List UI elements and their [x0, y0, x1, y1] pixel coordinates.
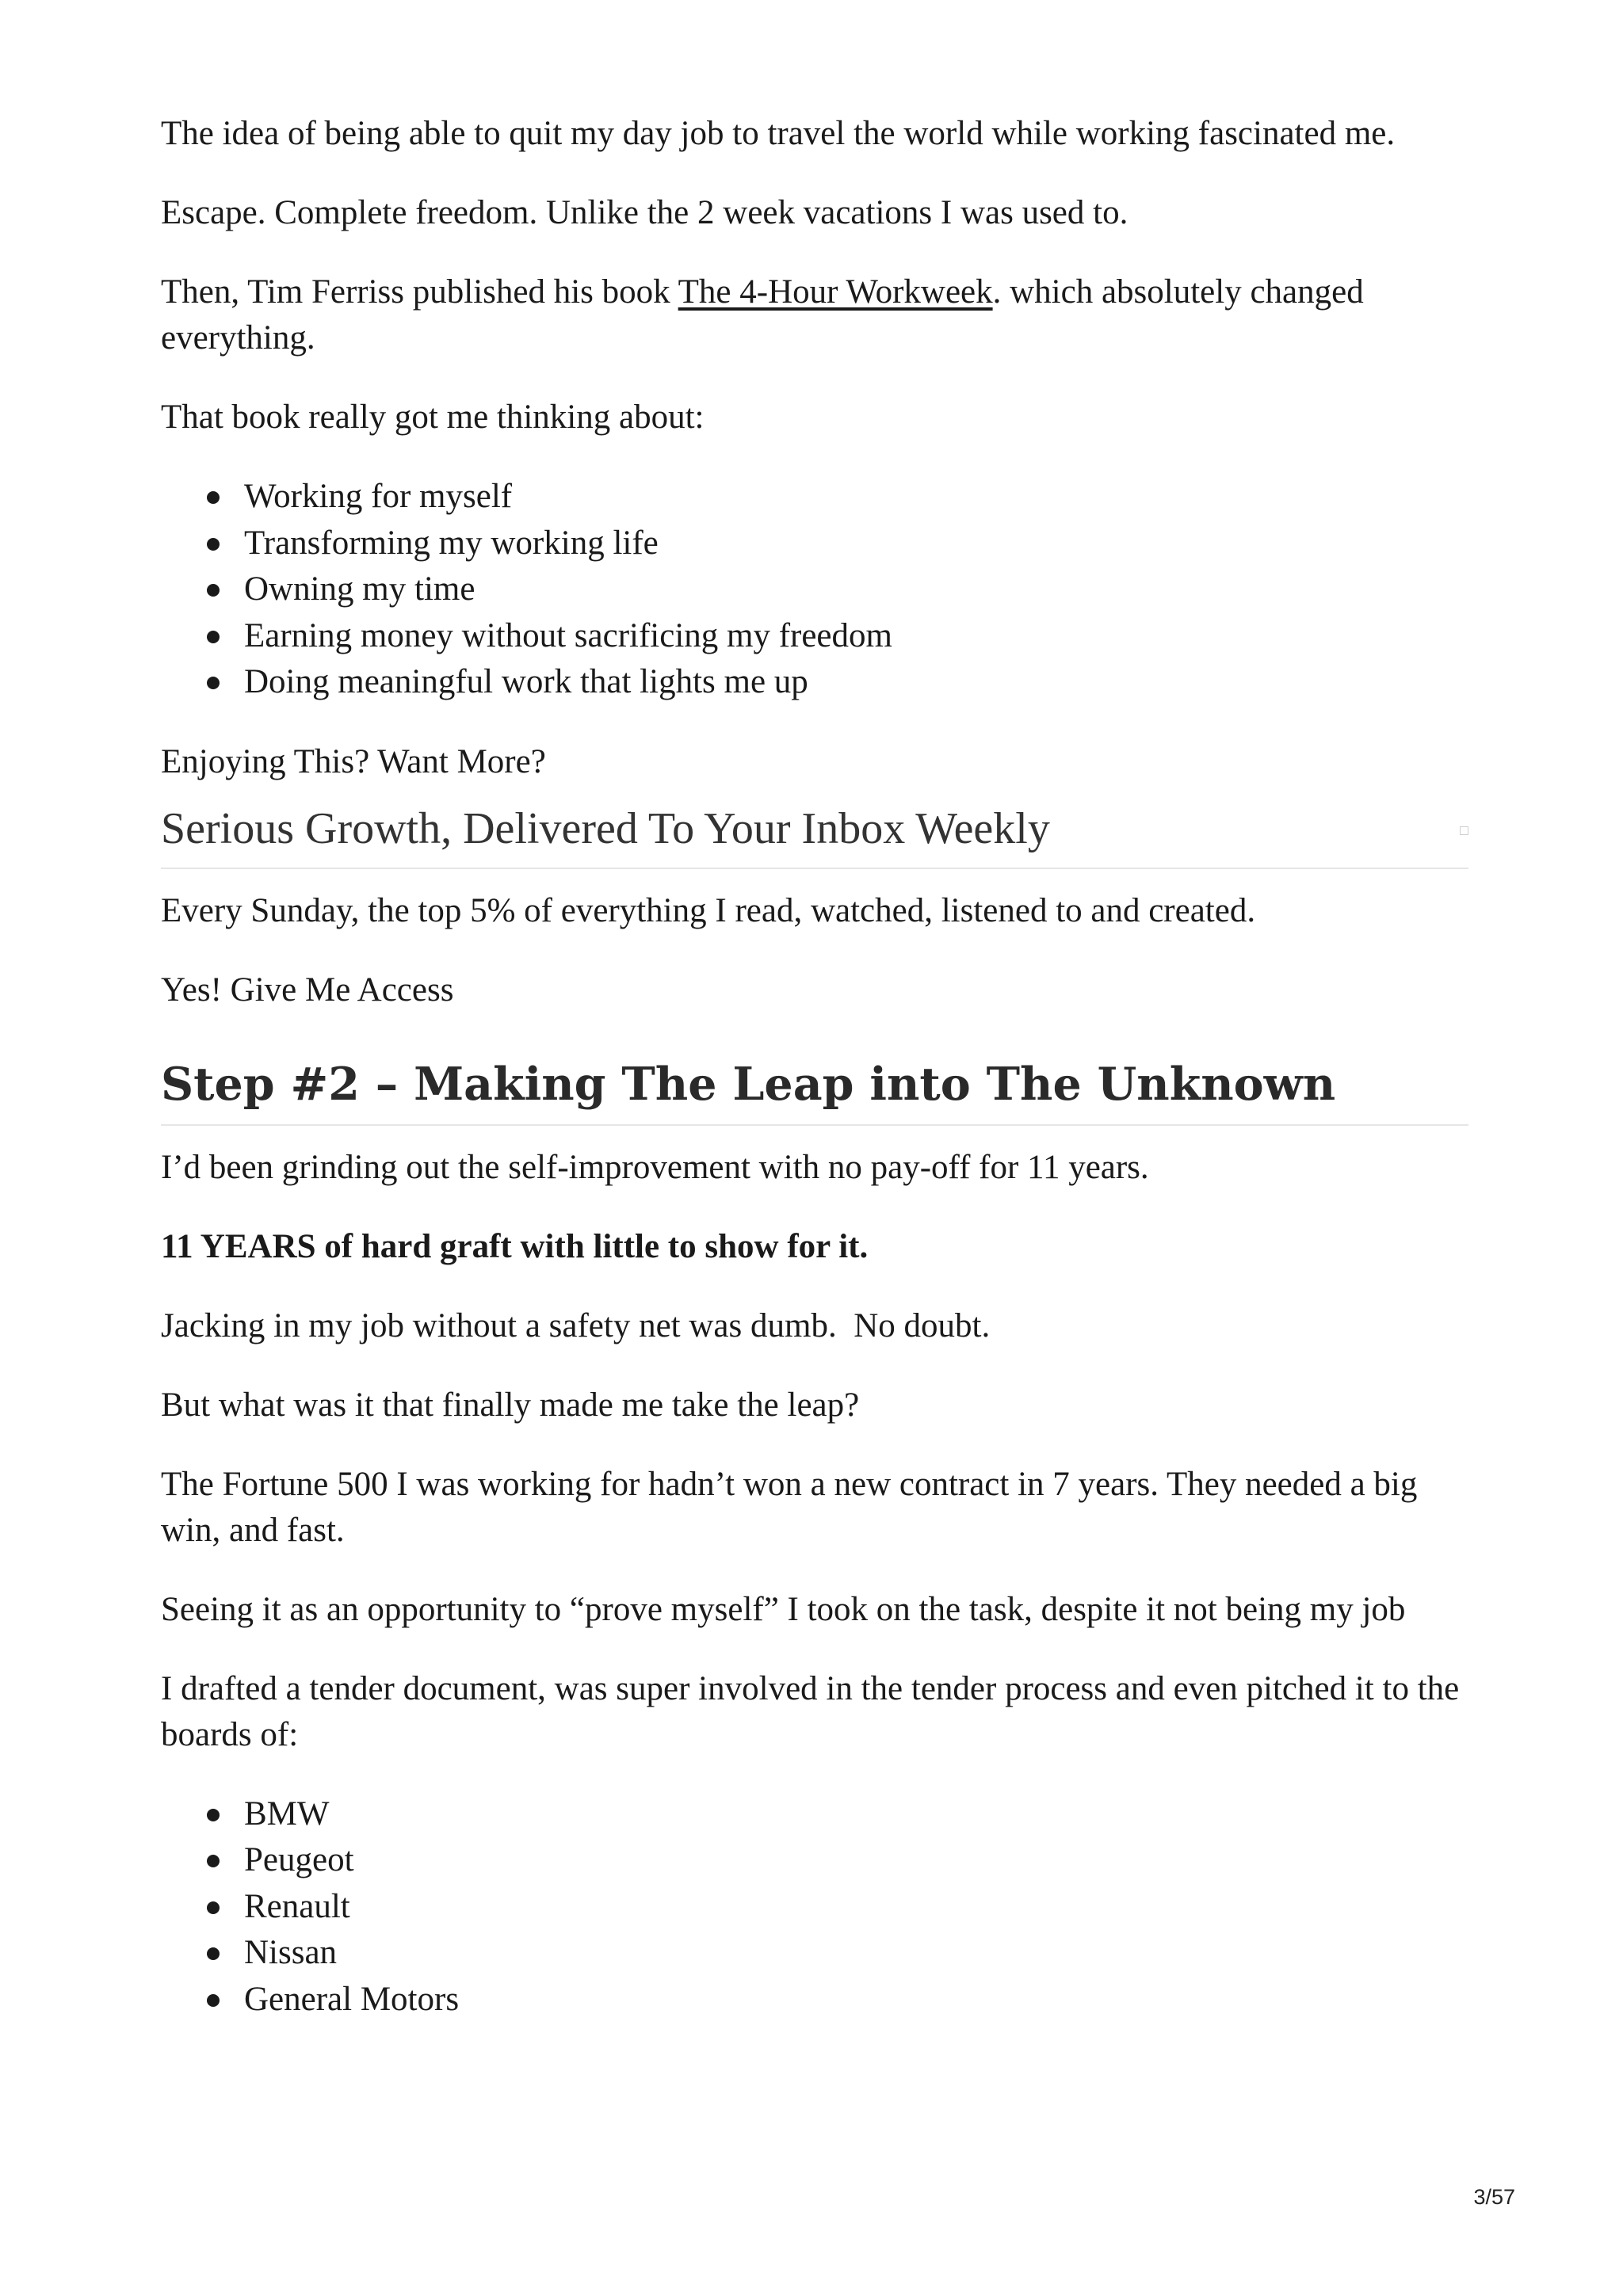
step2-paragraph-7: I drafted a tender document, was super involved in the tender process and even pitched it to the boards of: [161, 1669, 1460, 1753]
give-me-access-link[interactable]: Yes! Give Me Access [161, 971, 454, 1009]
optin-description: Every Sunday, the top 5% of everything I read, watched, listened to and created. [161, 891, 1256, 929]
newsletter-optin [161, 739, 1468, 1013]
intro-paragraph-2: Escape. Complete freedom. Unlike the 2 week vacations I was used to. [161, 194, 1128, 231]
list-item: Working for myself [244, 474, 1468, 521]
intro-paragraph-4: That book really got me thinking about: [161, 399, 705, 436]
list-item: Doing meaningful work that lights me up [244, 659, 1468, 706]
intro-paragraph-3-after: . which absolutely changed everything. [161, 273, 1364, 357]
intro-list [161, 474, 1468, 706]
four-hour-workweek-link[interactable]: The 4-Hour Workweek [678, 273, 993, 311]
list-item: Nissan [244, 1930, 1468, 1977]
list-item: Renault [244, 1884, 1468, 1931]
intro-paragraph-3 [161, 269, 1468, 361]
list-item: BMW [244, 1791, 1468, 1838]
step2-paragraph-6: Seeing it as an opportunity to “prove myself” I took on the task, despite it not being my job [161, 1590, 1406, 1628]
optin-title: Serious Growth, Delivered To Your Inbox Weekly [161, 801, 1468, 869]
step2-paragraph-5: The Fortune 500 I was working for hadn’t won a new contract in 7 years. They needed a big win, and fast. [161, 1465, 1418, 1549]
list-item: Transforming my working life [244, 521, 1468, 567]
intro-paragraph-3-before: Then, Tim Ferriss published his book [161, 273, 678, 311]
boards-list [161, 1791, 1468, 2023]
step-2-heading: Step #2 – Making The Leap into The Unknown [161, 1055, 1468, 1126]
list-item: Peugeot [244, 1837, 1468, 1884]
optin-kicker: Enjoying This? Want More? [161, 742, 546, 780]
article-body [161, 111, 1468, 2056]
close-marker-icon [1460, 826, 1468, 835]
step2-paragraph-4: But what was it that finally made me take the leap? [161, 1386, 860, 1424]
list-item: General Motors [244, 1977, 1468, 2023]
list-item: Earning money without sacrificing my freedom [244, 613, 1468, 660]
page-number: 3/57 [1473, 2185, 1515, 2209]
intro-paragraph-1: The idea of being able to quit my day job to travel the world while working fascinated me. [161, 115, 1396, 152]
step2-paragraph-1: I’d been grinding out the self-improvement with no pay-off for 11 years. [161, 1148, 1149, 1186]
step2-paragraph-3: Jacking in my job without a safety net was dumb. No doubt. [161, 1306, 991, 1344]
optin-cta-wrapper [161, 967, 1468, 1013]
list-item: Owning my time [244, 566, 1468, 613]
step2-bold-paragraph: 11 YEARS of hard graft with little to show for it. [161, 1227, 869, 1265]
